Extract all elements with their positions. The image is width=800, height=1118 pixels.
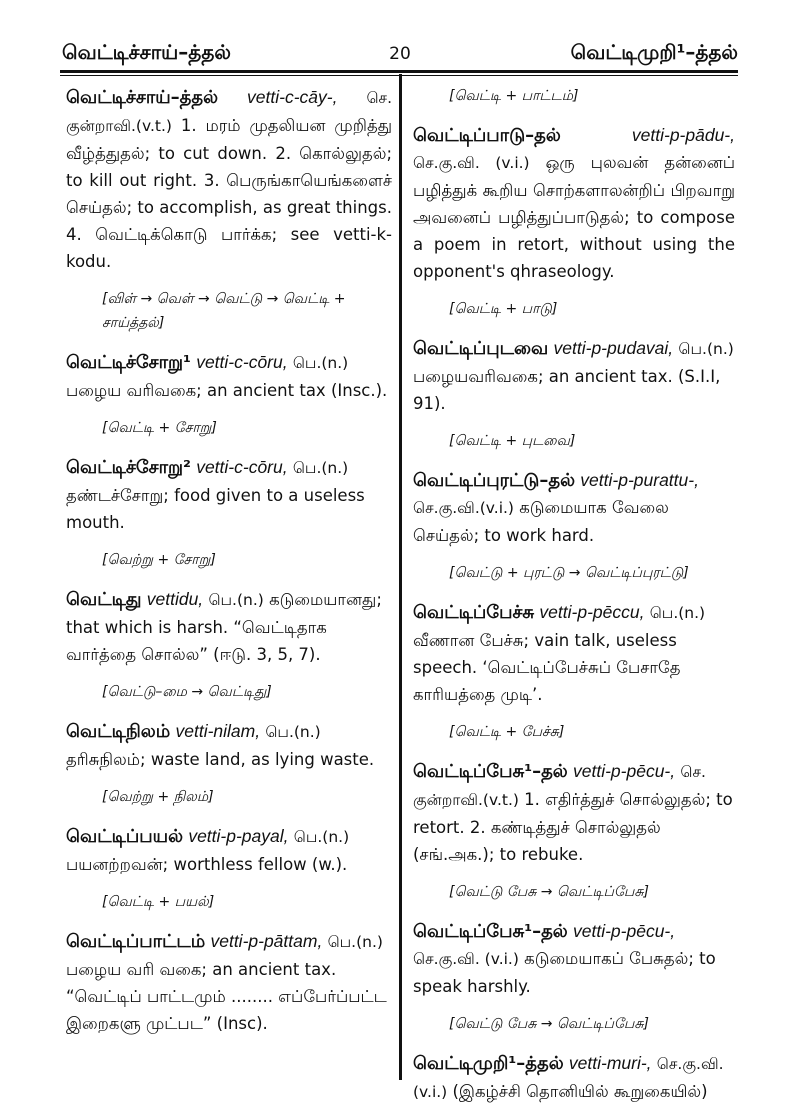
definition: தரிசுநிலம்; waste land, as lying waste.	[66, 750, 375, 769]
etymology: [வெட்டி + சோறு]	[102, 420, 217, 436]
grammar-label: பெ.(n.)	[208, 591, 264, 609]
headword: வெட்டிப்பாட்டம்	[66, 931, 206, 952]
headword: வெட்டிப்பயல்	[66, 826, 184, 847]
grammar-label: பெ.(n.)	[292, 459, 349, 477]
grammar-label: செ. குன்றாவி.(v.t.)	[413, 763, 706, 809]
transliteration: vetti-p-pudavai,	[553, 338, 674, 358]
grammar-label: பெ.(n.)	[292, 354, 349, 372]
headword: வெட்டிச்சாய்–த்தல்	[66, 87, 219, 108]
transliteration: vetti-p-pāttam,	[210, 931, 323, 951]
etymology: [வெற்று + நிலம்]	[102, 789, 214, 805]
headword: வெட்டிப்பாடு–தல்	[413, 125, 561, 146]
definition: கடுமையானது; that which is harsh. “வெட்டிதாக வார்த்தை சொல்ல” (ஈடு. 3, 5, 7).	[66, 590, 382, 664]
transliteration: vetti-p-pēcu-,	[573, 761, 676, 781]
definition: பழைய வரி வகை; an ancient tax. “வெட்டிப் பாட்டமும் ........ எப்பேர்ப்பட்ட இறைகளு முட்பட” (Insc).	[66, 960, 387, 1033]
grammar-label: செ.கு.வி.(v.i.)	[413, 499, 514, 517]
transliteration: vetti-p-pādu-,	[631, 125, 735, 145]
transliteration: vettidu,	[146, 589, 204, 609]
headword: வெட்டிச்சோறு¹	[66, 352, 191, 373]
etymology: [வெற்று + சோறு]	[102, 552, 216, 568]
etymology: [வெட்டு–மை → வெட்டிது]	[102, 684, 272, 700]
dictionary-entry	[413, 1050, 735, 1106]
dictionary-entry	[413, 599, 735, 708]
transliteration: vetti-p-pēccu,	[539, 602, 645, 622]
etymology: [வெட்டு + புரட்டு → வெட்டிப்புரட்டு]	[449, 565, 689, 581]
right-column	[413, 84, 735, 1118]
headword: வெட்டிநிலம்	[66, 721, 171, 742]
grammar-label: செ.கு.வி. (v.i.)	[413, 1055, 724, 1101]
dictionary-entry	[413, 467, 735, 549]
dictionary-entry	[66, 928, 392, 1037]
dictionary-entry	[413, 122, 735, 285]
grammar-label: பெ.(n.)	[649, 604, 706, 622]
definition: கடுமையாக வேலை செய்தல்; to work hard.	[413, 498, 669, 545]
headword: வெட்டிப்பேச்சு	[413, 602, 535, 623]
grammar-label: செ.கு.வி. (v.i.)	[413, 950, 519, 968]
definition: பழையவரிவகை; an ancient tax. (S.I.I, 91).	[413, 367, 721, 413]
dictionary-entry	[66, 718, 392, 773]
dictionary-entry	[66, 84, 392, 275]
transliteration: vetti-p-purattu-,	[580, 470, 699, 490]
etymology: [வெட்டி + பாடு]	[449, 301, 558, 317]
definition: தண்டச்சோறு; food given to a useless mouth.	[66, 486, 365, 532]
definition: பயனற்றவன்; worthless fellow (w.).	[66, 855, 348, 874]
running-head-left: வெட்டிச்சாய்–த்தல்	[62, 40, 231, 64]
page-number: 20	[389, 44, 411, 64]
etymology: [வெட்டி + புடவை]	[449, 433, 576, 449]
transliteration: vetti-nilam,	[175, 721, 261, 741]
running-head-right: வெட்டிமுறி¹–த்தல்	[570, 40, 738, 64]
headword: வெட்டிது	[66, 589, 142, 610]
definition: வீணான பேச்சு; vain talk, useless speech. ‘வெட்டிப்பேச்சுப் பேசாதே காரியத்தை முடி’.	[413, 631, 681, 704]
transliteration: vetti-c-cōru,	[196, 352, 288, 372]
headword: வெட்டிப்பேசு¹–தல்	[413, 761, 568, 782]
dictionary-entry	[413, 918, 735, 1000]
headword: வெட்டிப்புடவை	[413, 338, 549, 359]
etymology: [விள் → வெள் → வெட்டு → வெட்டி + சாய்த்தல்]	[102, 291, 346, 331]
headword: வெட்டிப்பேசு¹–தல்	[413, 921, 568, 942]
dictionary-entry	[413, 335, 735, 417]
transliteration: vetti-p-pēcu-,	[573, 921, 676, 941]
headword: வெட்டிச்சோறு²	[66, 457, 191, 478]
transliteration: vetti-c-cōru,	[196, 457, 288, 477]
definition: ஒரு புலவன் தன்னைப் பழித்துக் கூறிய சொற்களாலன்றிப் பிறவாறு அவனைப் பழித்துப்பாடுதல்; to compose a poem in retort, without using the opponent's qhraseology.	[413, 153, 735, 281]
definition: (இகழ்ச்சி தொனியில் கூறுகையில்)	[452, 1082, 708, 1101]
etymology: [வெட்டி + பேச்சு]	[449, 724, 565, 740]
grammar-label: பெ.(n.)	[327, 933, 383, 951]
definition: 1. மரம் முதலியன முறித்து வீழ்த்துதல்; to cut down. 2. கொல்லுதல்; to kill out right. 3. பெருங்காயெங்களைச் செய்தல்; to accomplish, as great things. 4. வெட்டிக்கொடு பார்க்க; see vetti-k-kodu.	[66, 116, 392, 271]
column-divider	[399, 74, 402, 1080]
grammar-label: செ. குன்றாவி.(v.t.)	[66, 89, 393, 135]
definition: பழைய வரிவகை; an ancient tax (Insc.).	[66, 381, 388, 400]
grammar-label: பெ.(n.)	[678, 340, 734, 358]
headword: வெட்டிமுறி¹–த்தல்	[413, 1053, 564, 1074]
left-column	[66, 84, 392, 1049]
headword: வெட்டிப்புரட்டு–தல்	[413, 470, 576, 491]
definition: 1. எதிர்த்துச் சொல்லுதல்; to retort. 2. கண்டித்துச் சொல்லுதல் (சங்.அக.); to rebuke.	[413, 790, 733, 864]
etymology: [வெட்டி + பயல்]	[102, 894, 215, 910]
dictionary-entry	[66, 349, 392, 404]
etymology: [வெட்டு பேசு → வெட்டிப்பேசு]	[449, 1016, 649, 1032]
grammar-label: செ.கு.வி. (v.i.)	[413, 154, 530, 172]
definition: கடுமையாகப் பேசுதல்; to speak harshly.	[413, 949, 716, 996]
etymology: [வெட்டு பேசு → வெட்டிப்பேசு]	[449, 884, 649, 900]
dictionary-entry	[66, 454, 392, 536]
transliteration: vetti-muri-,	[568, 1053, 652, 1073]
etymology: [வெட்டி + பாட்டம்]	[449, 88, 579, 104]
transliteration: vetti-p-payal,	[188, 826, 289, 846]
transliteration: vetti-c-cāy-,	[247, 87, 338, 107]
dictionary-entry	[413, 758, 735, 868]
grammar-label: பெ.(n.)	[265, 723, 321, 741]
grammar-label: பெ.(n.)	[293, 828, 350, 846]
dictionary-entry	[66, 586, 392, 668]
dictionary-entry	[66, 823, 392, 878]
